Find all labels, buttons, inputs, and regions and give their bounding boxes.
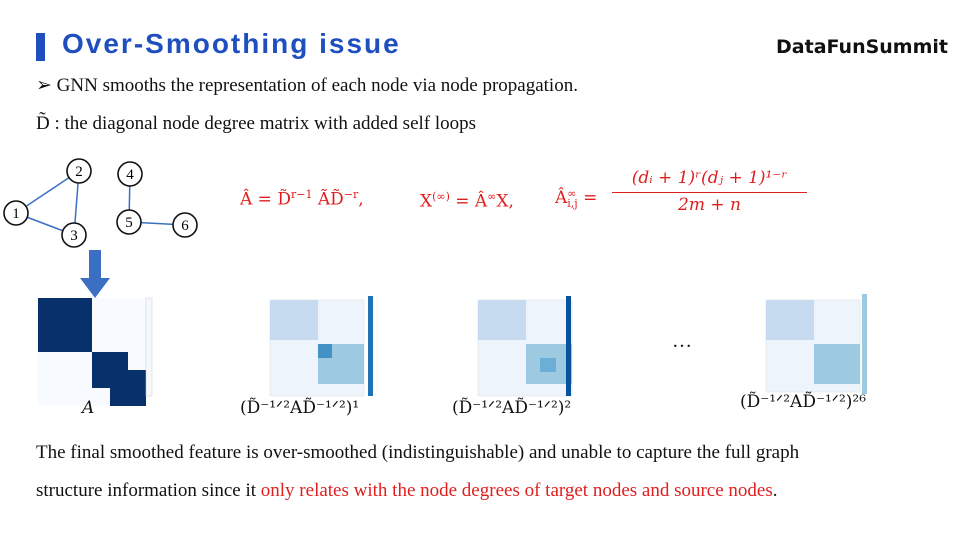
- matrix-a-cell: [128, 316, 146, 334]
- matrix-a-cell: [74, 352, 92, 370]
- matrix-a-cell: [56, 388, 74, 406]
- matrix-a-cell: [74, 334, 92, 352]
- matrix-1-colorbar: [368, 296, 373, 396]
- graph-node-label-3: 3: [70, 228, 78, 244]
- definition-symbol: D̃ :: [36, 113, 60, 134]
- matrix-a-cell: [56, 370, 74, 388]
- definition-text: the diagonal node degree matrix with added self loops: [64, 113, 477, 134]
- formula-a-hat: Â = D̃$^{r-1}$ ÃD̃$^{-r}$,: [240, 188, 364, 210]
- matrix-a-cell: [74, 370, 92, 388]
- matrix-a-cell: [110, 352, 128, 370]
- formula-a-ij: Â ∞ i,j =: [555, 186, 598, 210]
- conclusion-line-2-end: .: [772, 480, 778, 501]
- matrix-26-colorbar: [862, 294, 867, 394]
- graph-node-label-6: 6: [181, 218, 189, 234]
- matrix-a-cell: [92, 352, 110, 370]
- matrix-2-colorbar: [566, 296, 571, 396]
- matrix-a-cell: [38, 370, 56, 388]
- ellipsis: …: [672, 330, 692, 352]
- matrix-a-cell: [110, 388, 128, 406]
- matrix-2-block-a: [478, 300, 526, 340]
- fraction-numerator: (dᵢ + 1)ʳ(dⱼ + 1)¹⁻ʳ: [631, 168, 788, 188]
- matrix-a-cell: [38, 388, 56, 406]
- matrix-a-cell: [128, 298, 146, 316]
- bullet-arrow-icon: ➢: [36, 75, 52, 96]
- matrix-heatmap-power-26: [758, 290, 888, 405]
- matrix-a-cell: [56, 334, 74, 352]
- conclusion-highlight: only relates with the node degrees of target nodes and source nodes: [260, 480, 773, 501]
- matrix-caption-power-2: (D̃⁻¹ᐟ²AD̃⁻¹ᐟ²)²: [452, 398, 572, 418]
- graph-diagram: [0, 150, 230, 270]
- matrix-a-cell: [128, 334, 146, 352]
- matrix-heatmap-power-2: [470, 292, 590, 407]
- matrix-a-cell: [38, 316, 56, 334]
- matrix-a-cell: [56, 316, 74, 334]
- fraction-denominator: 2m + n: [678, 195, 741, 215]
- matrix-a-cell: [38, 334, 56, 352]
- graph-node-label-5: 5: [125, 215, 133, 231]
- slide-title: Over-Smoothing issue: [62, 28, 401, 59]
- matrix-a-cell: [110, 316, 128, 334]
- conclusion-line-2-start: structure information since it: [36, 480, 261, 501]
- matrix-a-cell: [74, 316, 92, 334]
- matrix-a-cell: [110, 370, 128, 388]
- definition-line: [36, 113, 476, 135]
- matrix-26-block-b: [814, 344, 860, 384]
- graph-node-label-4: 4: [126, 167, 134, 183]
- matrix-a-cell: [38, 352, 56, 370]
- matrix-a-cell: [110, 298, 128, 316]
- matrix-a-cell: [92, 334, 110, 352]
- matrix-a-cell: [128, 352, 146, 370]
- matrix-a-cell: [38, 298, 56, 316]
- graph-node-label-1: 1: [12, 206, 20, 222]
- matrix-heatmap-power-1: [262, 292, 382, 407]
- matrix-caption-a: A: [82, 398, 95, 418]
- matrix-a-cell: [92, 316, 110, 334]
- matrix-a-cell: [110, 334, 128, 352]
- matrix-a-cell: [92, 388, 110, 406]
- matrix-a-cell: [128, 370, 146, 388]
- matrix-a-cell: [128, 388, 146, 406]
- title-accent-bar: [36, 33, 45, 61]
- graph-node-label-2: 2: [75, 164, 83, 180]
- matrix-a-cell: [74, 298, 92, 316]
- formula-x-infinity: X(∞) = Â∞X,: [420, 190, 514, 212]
- conclusion-line-2: [36, 480, 778, 502]
- matrix-a-cell: [92, 298, 110, 316]
- matrix-1-diag: [318, 344, 332, 358]
- matrix-caption-power-1: (D̃⁻¹ᐟ²AD̃⁻¹ᐟ²)¹: [240, 398, 360, 418]
- conclusion-line-1: The final smoothed feature is over-smoothed (indistinguishable) and unable to capture the full graph: [36, 442, 800, 463]
- matrix-a-cell: [56, 352, 74, 370]
- bullet-line: [36, 74, 578, 97]
- matrix-a-cell: [92, 370, 110, 388]
- matrix-2-block-c: [540, 358, 556, 372]
- matrix-a-cells: [38, 298, 146, 406]
- matrix-a-colorbar: [146, 298, 152, 396]
- matrix-caption-power-26: (D̃⁻¹ᐟ²AD̃⁻¹ᐟ²)²⁶: [740, 392, 867, 412]
- matrix-heatmap-a: [30, 288, 160, 413]
- matrix-1-block-a: [270, 300, 318, 340]
- matrix-a-cell: [56, 298, 74, 316]
- brand-logo-text: DataFunSummit: [776, 36, 948, 58]
- formula-fraction: [612, 168, 807, 215]
- bullet-text: GNN smooths the representation of each node via node propagation.: [56, 75, 578, 96]
- matrix-26-block-a: [766, 300, 814, 340]
